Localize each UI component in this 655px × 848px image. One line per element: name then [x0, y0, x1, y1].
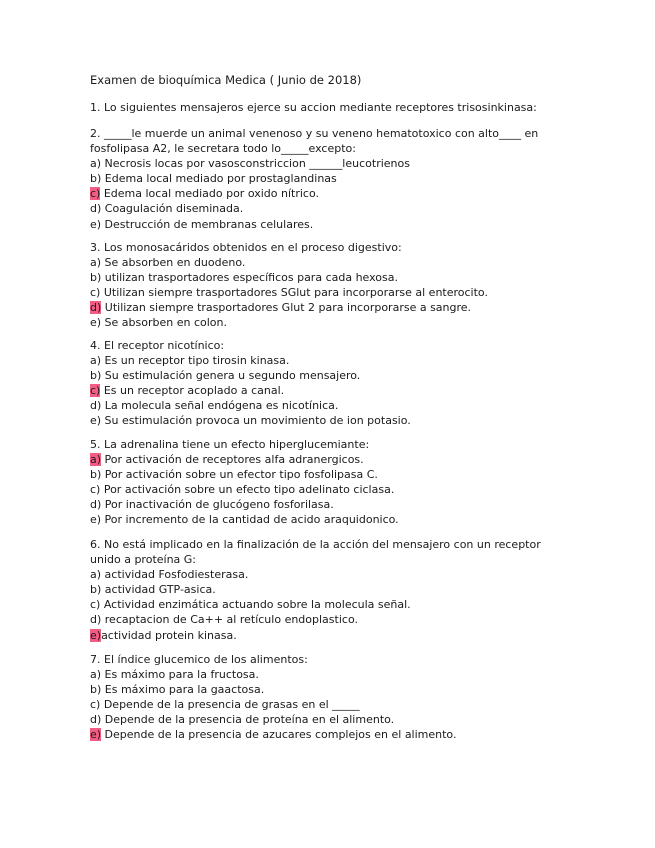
option-prefix: b): [90, 271, 102, 285]
option-prefix: c): [90, 483, 101, 497]
option-b: [90, 270, 570, 285]
option-d: [90, 398, 570, 413]
option-prefix: d): [90, 202, 102, 216]
option-text: Por activación sobre un efector tipo fosfolipasa C.: [101, 468, 378, 482]
option-prefix: e): [90, 414, 102, 428]
option-prefix: b): [90, 468, 102, 482]
option-prefix: e): [90, 316, 102, 330]
option-d: [90, 201, 570, 216]
option-text: Por activación de receptores alfa adranergicos.: [101, 453, 364, 467]
option-text: Depende de la presencia de azucares complejos en el alimento.: [101, 728, 457, 742]
highlighted-answer-marker: c): [90, 384, 101, 398]
option-prefix: d): [90, 613, 102, 627]
option-c: [90, 186, 570, 201]
option-prefix: b): [90, 172, 102, 186]
option-text: actividad GTP-asica.: [101, 583, 216, 597]
option-text: Edema local mediado por oxido nítrico.: [100, 187, 319, 201]
option-c: [90, 482, 570, 497]
option-text: Edema local mediado por prostaglandinas: [101, 172, 337, 186]
option-e: [90, 217, 570, 232]
option-e: [90, 512, 570, 527]
option-e: [90, 628, 570, 643]
option-text: Necrosis locas por vasosconstriccion ______leucotrienos: [101, 157, 410, 171]
option-c: [90, 285, 570, 300]
option-prefix: b): [90, 683, 102, 697]
option-prefix: e): [90, 513, 102, 527]
question-text: 3. Los monosacáridos obtenidos en el proceso digestivo:: [90, 241, 402, 254]
option-e: [90, 315, 570, 330]
option-b: [90, 467, 570, 482]
highlighted-answer-marker: a): [90, 453, 102, 467]
option-a: [90, 667, 570, 682]
option-text: Destrucción de membranas celulares.: [101, 217, 314, 231]
question-text: 7. El índice glucemico de los alimentos:: [90, 653, 308, 666]
question-2: [90, 126, 570, 232]
option-text: Por activación sobre un efecto tipo adelinato ciclasa.: [100, 483, 395, 497]
option-text: Se absorben en colon.: [101, 316, 227, 330]
option-text: Coagulación diseminada.: [101, 202, 244, 216]
option-text: actividad Fosfodiesterasa.: [101, 568, 249, 582]
question-text: 6. No está implicado en la finalización de la acción del mensajero con un receptor unido a proteína G:: [90, 538, 541, 567]
option-prefix: c): [90, 286, 101, 300]
question-text: 4. El receptor nicotínico:: [90, 339, 225, 352]
option-text: Por incremento de la cantidad de acido araquidonico.: [101, 513, 399, 527]
option-c: [90, 697, 570, 712]
option-d: [90, 300, 570, 315]
option-b: [90, 171, 570, 186]
option-e: [90, 413, 570, 428]
option-text: Depende de la presencia de grasas en el _____: [100, 698, 360, 712]
question-3: [90, 240, 570, 331]
option-prefix: d): [90, 713, 102, 727]
option-a: [90, 567, 570, 582]
option-a: [90, 452, 570, 467]
option-text: utilizan trasportadores específicos para cada hexosa.: [101, 271, 398, 285]
option-prefix: c): [90, 598, 101, 612]
option-text: actividad protein kinasa.: [101, 628, 237, 642]
option-text: Es un receptor tipo tirosin kinasa.: [101, 354, 290, 368]
option-prefix: a): [90, 568, 102, 582]
option-e: [90, 727, 570, 742]
option-text: Es un receptor acoplado a canal.: [100, 384, 285, 398]
option-text: recaptacion de Ca++ al retículo endoplastico.: [101, 613, 358, 627]
option-text: Actividad enzimática actuando sobre la molecula señal.: [100, 598, 411, 612]
highlighted-answer-marker: e): [90, 628, 102, 642]
exam-title: Examen de bioquímica Medica ( Junio de 2018): [90, 73, 362, 87]
option-prefix: a): [90, 157, 102, 171]
option-text: Depende de la presencia de proteína en el alimento.: [101, 713, 395, 727]
highlighted-answer-marker: c): [90, 187, 101, 201]
question-text: 1. Lo siguientes mensajeros ejerce su accion mediante receptores trisosinkinasa:: [90, 101, 537, 114]
option-prefix: c): [90, 698, 101, 712]
question-text: 5. La adrenalina tiene un efecto hiperglucemiante:: [90, 438, 370, 451]
option-c: [90, 383, 570, 398]
option-text: Por inactivación de glucógeno fosforilasa.: [101, 498, 334, 512]
option-prefix: d): [90, 399, 102, 413]
option-b: [90, 582, 570, 597]
option-text: La molecula señal endógena es nicotínica.: [101, 399, 339, 413]
question-text: 2. _____le muerde un animal venenoso y su veneno hematotoxico con alto____ en fosfolipasa A2, le secretara todo lo_____excepto:: [90, 127, 539, 156]
option-text: Es máximo para la gaactosa.: [101, 683, 265, 697]
option-text: Su estimulación provoca un movimiento de ion potasio.: [101, 414, 411, 428]
question-7: [90, 652, 570, 743]
option-d: [90, 612, 570, 627]
option-a: [90, 353, 570, 368]
option-text: Utilizan siempre trasportadores SGlut para incorporarse al enterocito.: [100, 286, 488, 300]
option-a: [90, 156, 570, 171]
option-b: [90, 368, 570, 383]
option-prefix: b): [90, 583, 102, 597]
option-text: Utilizan siempre trasportadores Glut 2 para incorporarse a sangre.: [101, 301, 472, 315]
option-prefix: b): [90, 369, 102, 383]
question-5: [90, 437, 570, 528]
option-prefix: a): [90, 668, 102, 682]
option-text: Se absorben en duodeno.: [101, 256, 246, 270]
option-prefix: a): [90, 256, 102, 270]
option-c: [90, 597, 570, 612]
option-text: Su estimulación genera u segundo mensajero.: [101, 369, 361, 383]
option-d: [90, 497, 570, 512]
option-text: Es máximo para la fructosa.: [101, 668, 259, 682]
question-1: [90, 100, 570, 115]
option-d: [90, 712, 570, 727]
option-prefix: e): [90, 217, 102, 231]
highlighted-answer-marker: e): [90, 728, 102, 742]
option-prefix: d): [90, 498, 102, 512]
question-6: [90, 537, 570, 643]
question-4: [90, 338, 570, 429]
option-b: [90, 682, 570, 697]
option-prefix: a): [90, 354, 102, 368]
highlighted-answer-marker: d): [90, 301, 102, 315]
option-a: [90, 255, 570, 270]
